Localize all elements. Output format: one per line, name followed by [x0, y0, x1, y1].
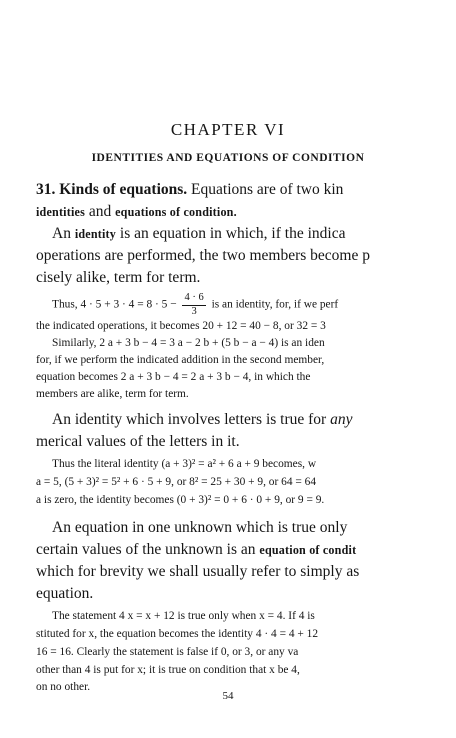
example-line: on no other. — [36, 681, 91, 693]
term-identity: identity — [74, 227, 117, 241]
section-line-2 — [36, 203, 237, 221]
example-line: the indicated operations, it becomes 20 + 12 = 40 − 8, or 32 = 3 — [36, 320, 326, 332]
paragraph-line: equation. — [36, 585, 94, 602]
paragraph-line: certain values of the unknown is an equation of condit — [36, 541, 357, 558]
section-heading-line — [36, 181, 343, 199]
example-line: Similarly, 2 a + 3 b − 4 = 3 a − 2 b + (5 b − a − 4) is an iden — [52, 337, 325, 349]
emphasis-any: any — [330, 411, 353, 428]
section-title: Kinds of equations. — [59, 181, 188, 198]
paragraph-line: operations are performed, the two members become p — [36, 247, 370, 264]
example-line: members are alike, term for term. — [36, 388, 189, 400]
section-number: 31. — [36, 181, 56, 198]
example-line: stituted for x, the equation becomes the identity 4 · 4 = 4 + 12 — [36, 628, 319, 640]
term-equations-of-condition: equations of condition. — [115, 205, 237, 219]
paragraph-line: An equation in one unknown which is true only — [52, 519, 348, 536]
section-text: and — [88, 203, 112, 220]
example-line: The statement 4 x = x + 12 is true only when x = 4. If 4 is — [52, 610, 315, 622]
paragraph-line: An identity is an equation in which, if the indica — [52, 225, 346, 242]
example-line: 16 = 16. Clearly the statement is false if 0, or 3, or any va — [36, 646, 299, 658]
example-line: a is zero, the identity becomes (0 + 3)² = 0 + 6 · 0 + 9, or 9 = 9. — [36, 494, 325, 506]
example-line: Thus, 4 · 5 + 3 · 4 = 8 · 5 − $\frac{4 \cdot 6}{3}$ is an identity, for, if we perf — [52, 292, 339, 317]
section-text: Equations are of two kin — [191, 181, 344, 198]
term-equation-of-condition: equation of condit — [259, 543, 357, 557]
page-number: 54 — [222, 690, 234, 702]
chapter-subtitle: IDENTITIES AND EQUATIONS OF CONDITION — [91, 152, 365, 164]
term-identities: identities — [36, 205, 85, 219]
paragraph-line: An identity which involves letters is true for any — [52, 411, 353, 428]
example-line: for, if we perform the indicated addition in the second member, — [36, 354, 325, 366]
paragraph-line: which for brevity we shall usually refer to simply as — [36, 563, 360, 580]
example-line: equation becomes 2 a + 3 b − 4 = 2 a + 3 b − 4, in which the — [36, 371, 311, 383]
example-line: Thus the literal identity (a + 3)² = a² + 6 a + 9 becomes, w — [52, 458, 317, 470]
example-line: a = 5, (5 + 3)² = 5² + 6 · 5 + 9, or 8² = 25 + 30 + 9, or 64 = 64 — [36, 476, 317, 488]
paragraph-line: merical values of the letters in it. — [36, 433, 240, 450]
paragraph-line: cisely alike, term for term. — [36, 269, 201, 286]
chapter-title: CHAPTER VI — [170, 120, 286, 139]
fraction: $\frac{4 \cdot 6}{3}$ — [184, 292, 204, 317]
example-line: other than 4 is put for x; it is true on condition that x be 4, — [36, 664, 300, 676]
